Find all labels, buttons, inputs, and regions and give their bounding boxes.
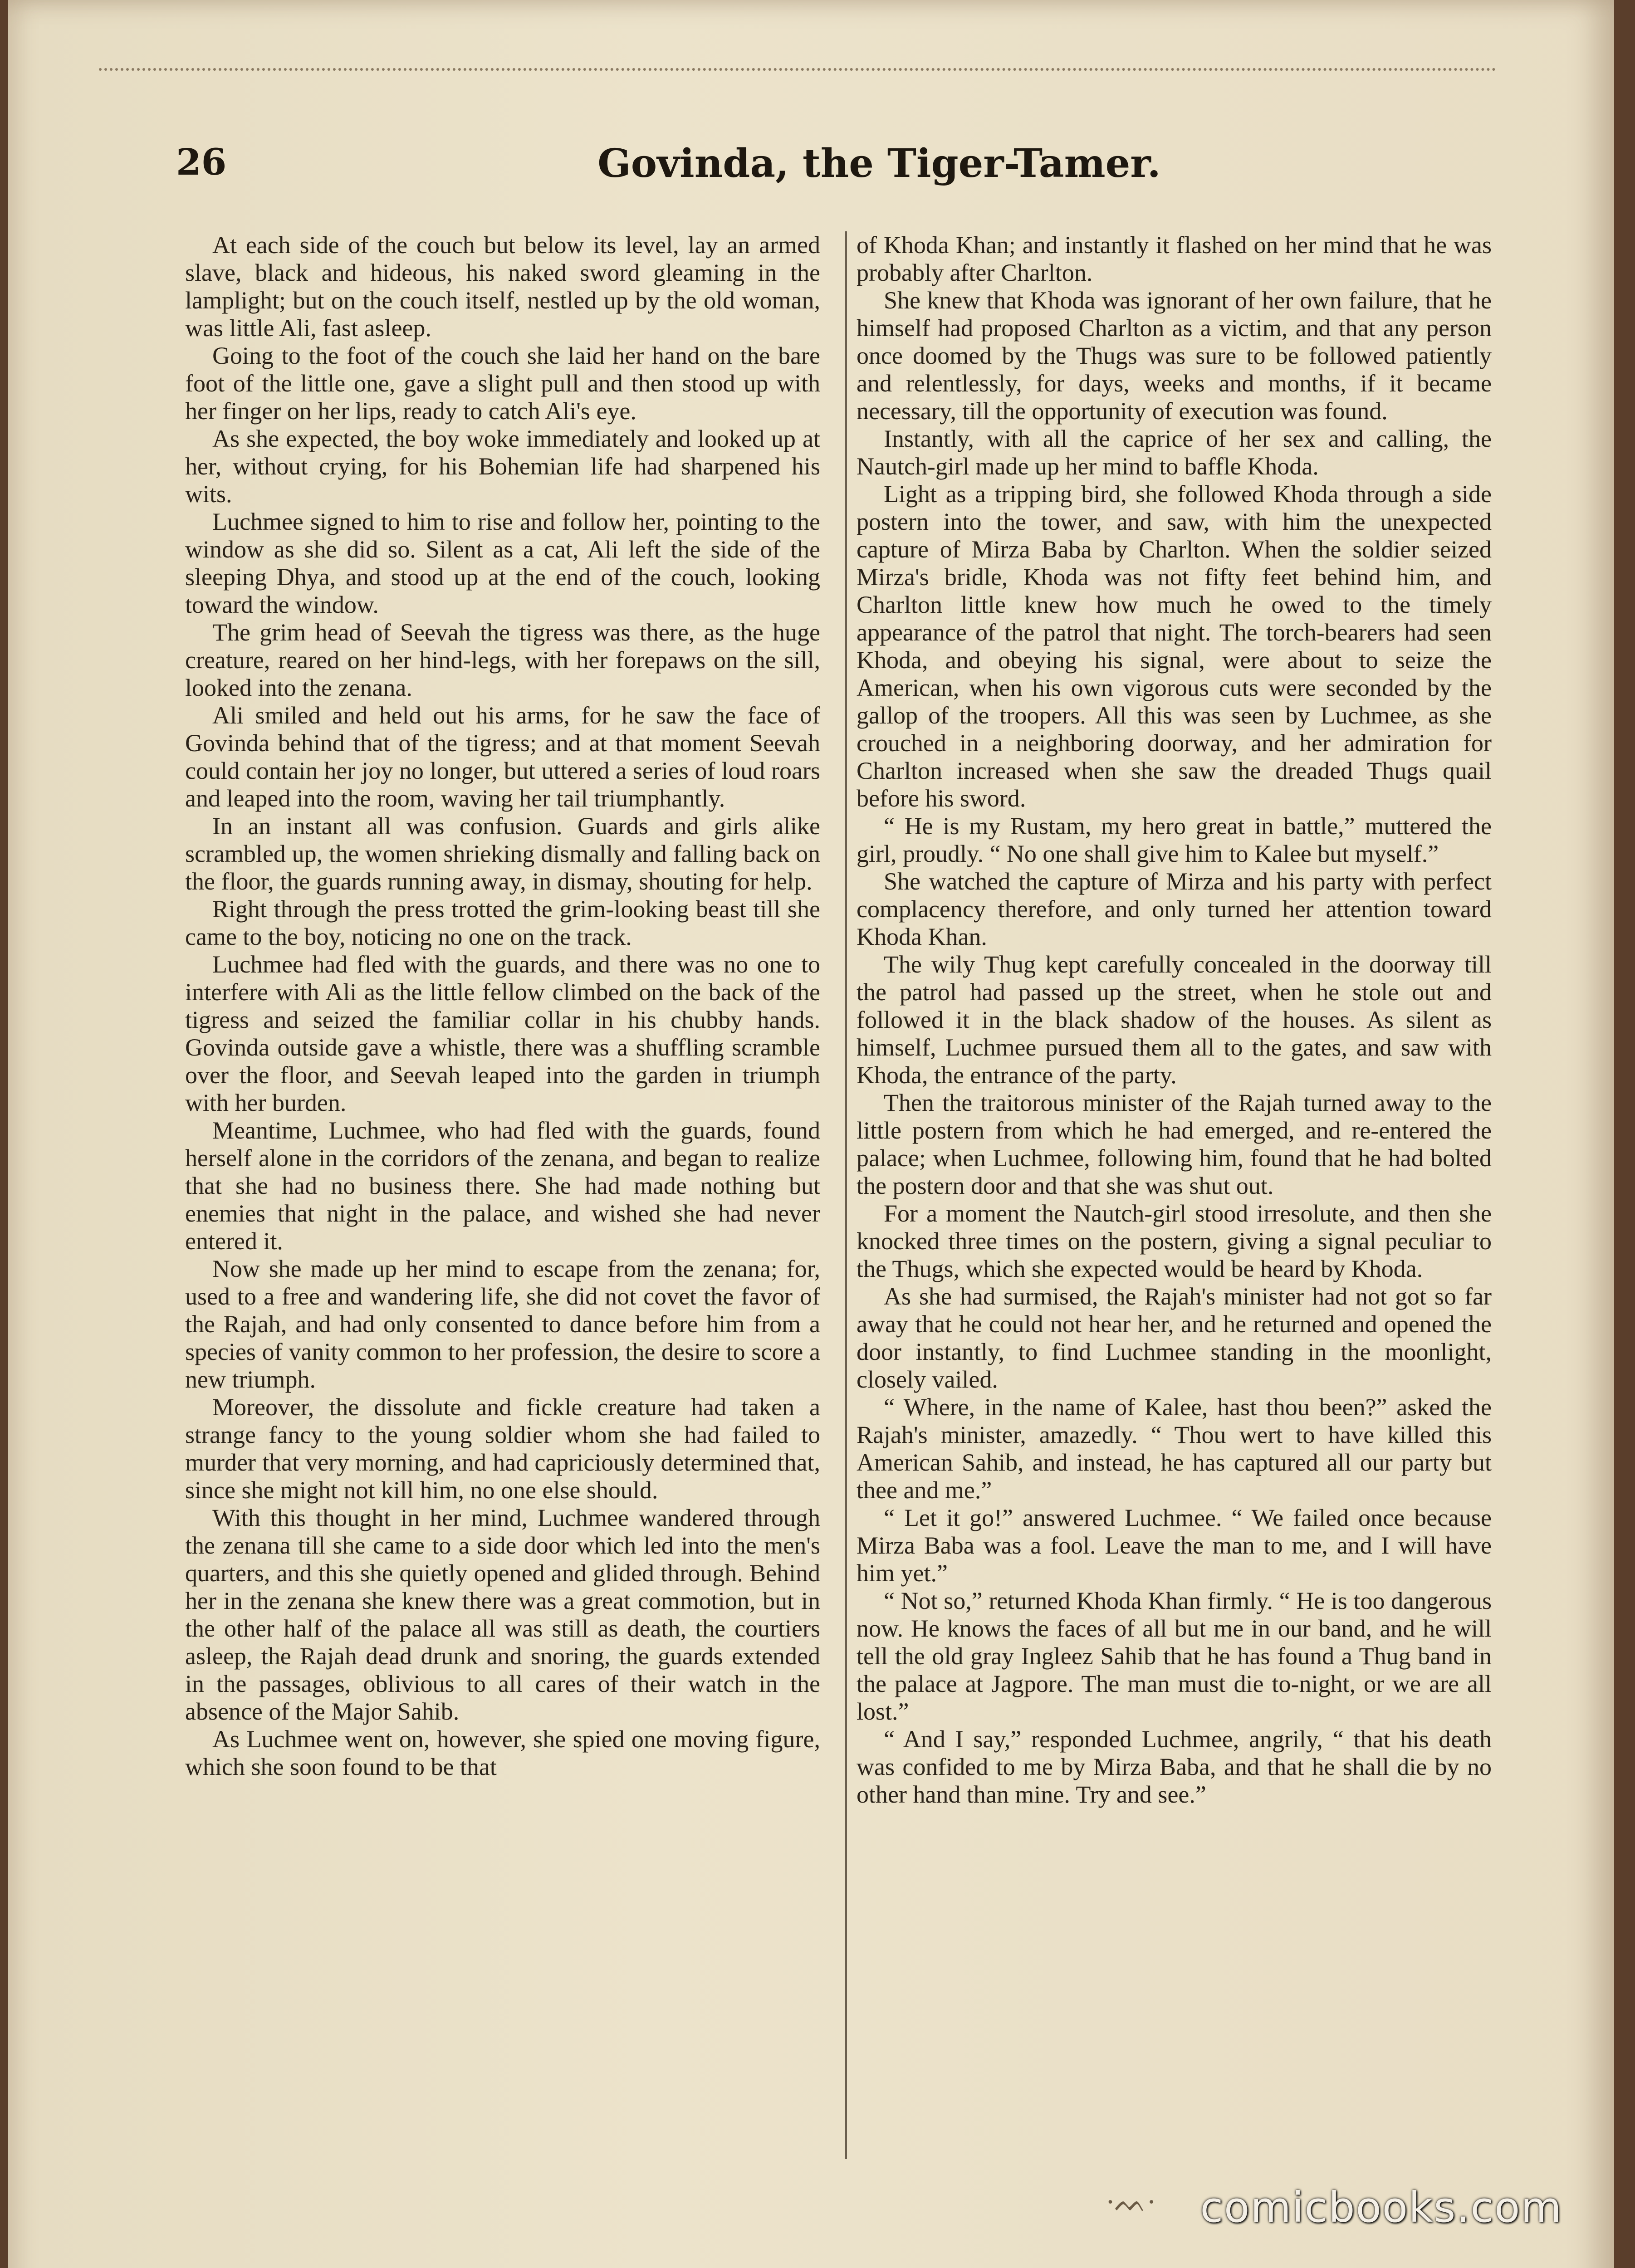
paragraph: “ Not so,” returned Khoda Khan firmly. “ He is too dangerous now. He knows the faces of all but me in our band, and he will tell the old gray Ingleez Sahib that he has found a Thug band in the palace at Jagpore. The man must die to-night, or we are all lost.” <box>857 1587 1492 1725</box>
paragraph: At each side of the couch but below its level, lay an armed slave, black and hideous, his naked sword gleaming in the lamplight; but on the couch itself, nestled up by the old woman, was little Ali, fast asleep. <box>185 231 820 342</box>
paragraph: Meantime, Luchmee, who had fled with the guards, found herself alone in the corridors of the zenana, and began to realize that she had no business there. She had made nothing but enemies that night in the palace, and wished she had never entered it. <box>185 1117 820 1255</box>
paragraph: Ali smiled and held out his arms, for he saw the face of Govinda behind that of the tigress; and at that moment Seevah could contain her joy no longer, but uttered a series of loud roars and leaped into the room, waving her tail triumphantly. <box>185 702 820 812</box>
paragraph: “ He is my Rustam, my hero great in battle,” muttered the girl, proudly. “ No one shall give him to Kalee but myself.” <box>857 812 1492 867</box>
paragraph: Instantly, with all the caprice of her sex and calling, the Nautch-girl made up her mind to baffle Khoda. <box>857 425 1492 480</box>
running-title: Govinda, the Tiger-Tamer. <box>597 141 1161 186</box>
paragraph: As she had surmised, the Rajah's minister had not got so far away that he could not hear her, and he returned and opened the door instantly, to find Luchmee standing in the moonlight, closely vailed. <box>857 1283 1492 1393</box>
column-divider <box>845 231 847 2159</box>
paragraph: Luchmee signed to him to rise and follow her, pointing to the window as she did so. Silent as a cat, Ali left the side of the sleeping Dhya, and stood up at the end of the couch, looking toward the window. <box>185 508 820 618</box>
ink-mark: ·ᨓ· <box>1106 2186 1156 2218</box>
paragraph: With this thought in her mind, Luchmee wandered through the zenana till she came to a side door which led into the men's quarters, and this she quietly opened and glided through. Behind her in the zenana she knew there was a great commotion, but in the other half of the palace all was still as death, the courtiers asleep, the Rajah dead drunk and snoring, the guards extended in the passages, oblivious to all cares of their watch in the absence of the Major Sahib. <box>185 1504 820 1725</box>
paragraph: The wily Thug kept carefully concealed in the doorway till the patrol had passed up the street, when he stole out and followed it in the black shadow of the houses. As silent as himself, Luchmee pursued them all to the gates, and saw with Khoda, the entrance of the party. <box>857 951 1492 1089</box>
paragraph: “ Where, in the name of Kalee, hast thou been?” asked the Rajah's minister, amazedly. “ Thou wert to have killed this American Sahib, and instead, he has captured all our party but thee and me.” <box>857 1393 1492 1504</box>
paragraph: Luchmee had fled with the guards, and there was no one to interfere with Ali as the little fellow climbed on the back of the tigress and seized the familiar collar in his chubby hands. Govinda outside gave a whistle, there was a shuffling scramble over the floor, and Seevah leaped into the garden in triumph with her burden. <box>185 951 820 1116</box>
page-number: 26 <box>176 141 227 183</box>
paragraph: Light as a tripping bird, she followed Khoda through a side postern into the tower, and saw, with him the unexpected capture of Mirza Baba by Charlton. When the soldier seized Mirza's bridle, Khoda was not fifty feet behind him, and Charlton little knew how much he owed to the timely appearance of the patrol that night. The torch-bearers had seen Khoda, and obeying his signal, were about to seize the American, when his own vigorous cuts were seconded by the gallop of the troopers. All this was seen by Luchmee, as she crouched in a neighboring doorway, and her admiration for Charlton increased when she saw the dreaded Thugs quail before his sword. <box>857 480 1492 812</box>
paragraph: For a moment the Nautch-girl stood irresolute, and then she knocked three times on the postern, giving a signal peculiar to the Thugs, which she expected would be heard by Khoda. <box>857 1200 1492 1282</box>
paragraph: In an instant all was confusion. Guards and girls alike scrambled up, the women shrieking dismally and falling back on the floor, the guards running away, in dismay, shouting for help. <box>185 812 820 895</box>
paragraph: Now she made up her mind to escape from the zenana; for, used to a free and wandering life, she did not covet the favor of the Rajah, and had only consented to dance before him from a species of vanity common to her profession, the desire to score a new triumph. <box>185 1255 820 1393</box>
watermark: comicbooks.com <box>1200 2183 1562 2232</box>
paragraph: She knew that Khoda was ignorant of her own failure, that he himself had proposed Charlton as a victim, and that any person once doomed by the Thugs was sure to be followed patiently and relentlessly, for days, weeks and months, if it became necessary, till the opportunity of execution was found. <box>857 287 1492 425</box>
paragraph: The grim head of Seevah the tigress was there, as the huge creature, reared on her hind-legs, with her forepaws on the sill, looked into the zenana. <box>185 619 820 701</box>
paragraph: “ Let it go!” answered Luchmee. “ We failed once because Mirza Baba was a fool. Leave the man to me, and I will have him yet.” <box>857 1504 1492 1587</box>
paragraph: Then the traitorous minister of the Rajah turned away to the little postern from which he had emerged, and re-entered the palace; when Luchmee, following him, found that he had bolted the postern door and that she was shut out. <box>857 1089 1492 1199</box>
right-column <box>857 231 1492 1809</box>
paragraph: She watched the capture of Mirza and his party with perfect complacency therefore, and only turned her attention toward Khoda Khan. <box>857 868 1492 950</box>
paragraph: Going to the foot of the couch she laid her hand on the bare foot of the little one, gave a slight pull and then stood up with her finger on her lips, ready to catch Ali's eye. <box>185 342 820 425</box>
paragraph: Right through the press trotted the grim-looking beast till she came to the boy, noticing no one on the track. <box>185 895 820 950</box>
paragraph: Moreover, the dissolute and fickle creature had taken a strange fancy to the young soldier whom she had failed to murder that very morning, and had capriciously determined that, since she might not kill him, no one else should. <box>185 1393 820 1504</box>
paragraph: of Khoda Khan; and instantly it flashed on her mind that he was probably after Charlton. <box>857 231 1492 286</box>
page <box>8 0 1614 2268</box>
left-column <box>185 231 820 1781</box>
top-rule <box>99 68 1496 71</box>
paragraph: “ And I say,” responded Luchmee, angrily, “ that his death was confided to me by Mirza Baba, and that he shall die by no other hand than mine. Try and see.” <box>857 1725 1492 1808</box>
paragraph: As she expected, the boy woke immediately and looked up at her, without crying, for his Bohemian life had sharpened his wits. <box>185 425 820 508</box>
paragraph: As Luchmee went on, however, she spied one moving figure, which she soon found to be that <box>185 1725 820 1780</box>
running-header <box>176 136 1492 200</box>
